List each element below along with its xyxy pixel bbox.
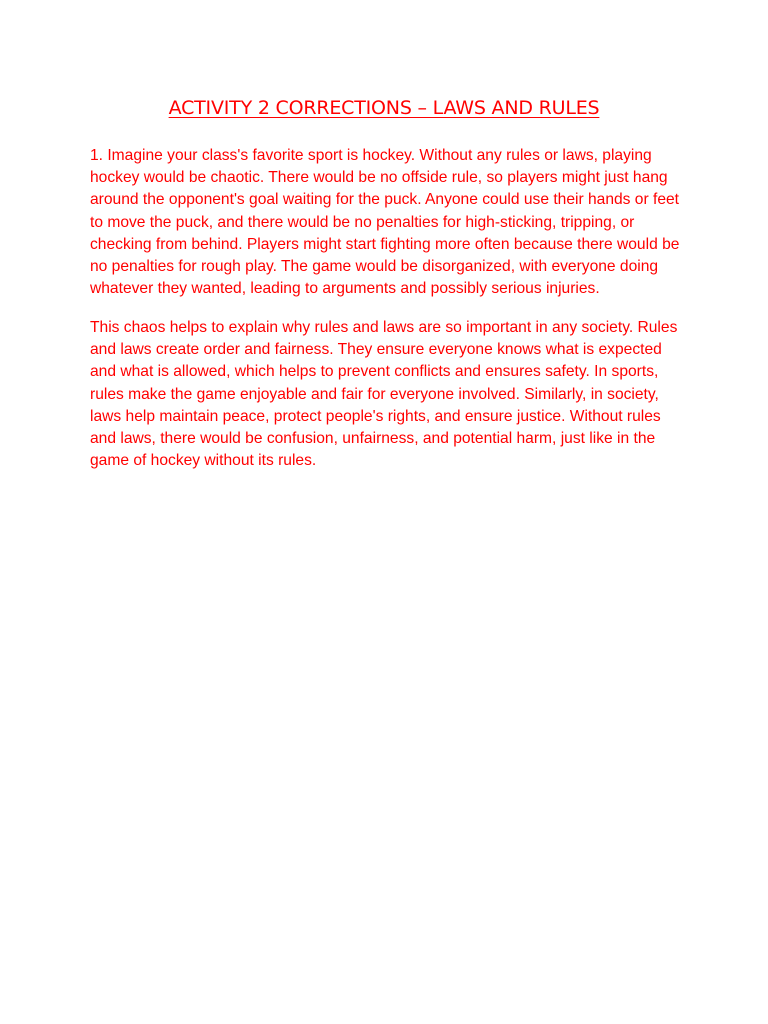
paragraph-1: 1. Imagine your class's favorite sport is hockey. Without any rules or laws, playing hockey would be chaotic. There would be no offside rule, so players might just hang around the opponent's goal waiting for the puck. Anyone could use their hands or feet to move the puck, and there would be no penalties for high-sticking, tripping, or checking from behind. Players might start fighting more often because there would be no penalties for rough play. The game would be disorganized, with everyone doing whatever they wanted, leading to arguments and possibly serious injuries.: [90, 147, 680, 298]
document-title: ACTIVITY 2 CORRECTIONS – LAWS AND RULES: [168, 97, 600, 119]
paragraph-2: This chaos helps to explain why rules and laws are so important in any society. Rules and laws create order and fairness. They ensure everyone knows what is expected and what is allowed, which helps to prevent conflicts and ensures safety. In sports, rules make the game enjoyable and fair for everyone involved. Similarly, in society, laws help maintain peace, protect people's rights, and ensure justice. Without rules and laws, there would be confusion, unfairness, and potential harm, just like in the game of hockey without its rules.: [90, 319, 678, 470]
